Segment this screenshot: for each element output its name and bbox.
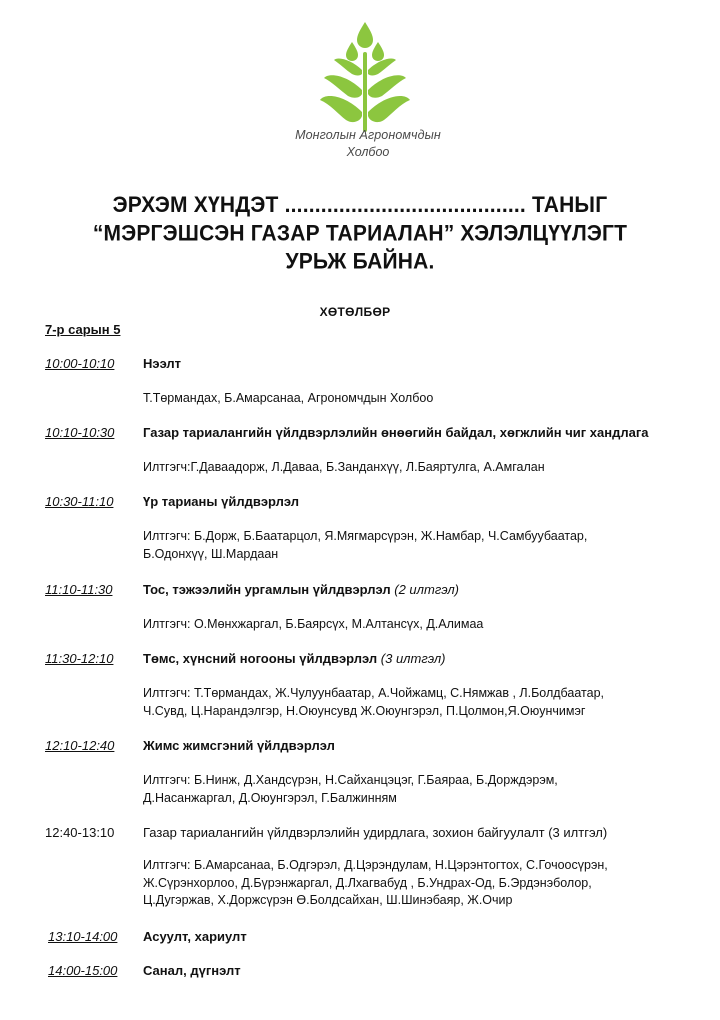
agenda-note: (2 илтгэл)	[394, 582, 460, 597]
agenda-time: 10:10-10:30	[45, 425, 115, 440]
agenda-time: 11:10-11:30	[45, 582, 113, 597]
agenda-speakers: Илтгэгч: Б.Амарсанаа, Б.Одгэрэл, Д.Цэрэндулам, Н.Цэрэнтогтох, С.Гочоосүрэн, Ж.Сүрэнхорлоо, Д.Бүрэнжаргал, Д.Лхагвабуд , Б.Ундрах-Од, Б.Эрдэнэболор, Ц.Дугэржав, Х.Доржсүрэн Ө.Болдсайхан, Ш.Шинэбаяр, Ж.Очир	[143, 858, 608, 907]
agenda-speakers: Илтгэгч: Б.Нинж, Д.Хандсүрэн, Н.Сайханцэцэг, Г.Баяраа, Б.Дорждэрэм, Д.Насанжаргал, Д.Оюунгэрэл, Г.Балжинням	[143, 773, 558, 805]
agenda-title: Асуулт, хариулт	[143, 929, 247, 944]
program-date: 7-р сарын 5	[45, 322, 121, 337]
agenda-title: Үр тарианы үйлдвэрлэл	[143, 494, 299, 509]
agenda-title: Газар тариалангийн үйлдвэрлэлийн өнөөгийн байдал, хөгжлийн чиг хандлага	[143, 425, 649, 440]
organization-name: Монголын Агрономчдын	[295, 128, 441, 142]
agenda-time: 13:10-14:00	[48, 929, 118, 944]
agenda-speakers: Илтгэгч:Г.Даваадорж, Л.Даваа, Б.Занданхүү, Л.Баяртулга, А.Амгалан	[143, 460, 545, 474]
agenda-speakers: Илтгэгч: О.Мөнхжаргал, Б.Баярсүх, М.Алтансүх, Д.Алимаа	[143, 617, 484, 631]
agenda-title: Тос, тэжээлийн ургамлын үйлдвэрлэл (2 илтгэл)	[143, 582, 460, 597]
headline-line-3: УРЬЖ БАЙНА.	[285, 249, 435, 274]
agenda-speakers: Т.Төрмандах, Б.Амарсанаа, Агрономчдын Холбоо	[143, 391, 434, 405]
agenda-speakers: Илтгэгч: Т.Төрмандах, Ж.Чулуунбаатар, А.Чойжамц, С.Нямжав , Л.Болдбаатар, Ч.Сувд, Ц.Нарандэлгэр, Н.Оюунсувд Ж.Оюунгэрэл, П.Цолмон,Я.Оюунчимэг	[143, 686, 605, 718]
agenda-time: 14:00-15:00	[48, 963, 118, 978]
program-title: ХӨТӨЛБӨР	[319, 305, 391, 319]
agenda-speakers: Илтгэгч: Б.Дорж, Б.Баатарцол, Я.Мягмарсүрэн, Ж.Намбар, Ч.Самбуубаатар, Б.Одонхүү, Ш.Мардаан	[143, 529, 588, 561]
invitation-headline	[60, 191, 660, 276]
agenda-note: (3 илтгэл)	[377, 651, 446, 666]
agenda-time: 12:10-12:40	[45, 738, 115, 753]
headline-line-2: “МЭРГЭШСЭН ГАЗАР ТАРИАЛАН” ХЭЛЭЛЦҮҮЛЭГТ	[92, 221, 628, 246]
agenda-title: Санал, дүгнэлт	[143, 963, 241, 978]
agenda-title: Жимс жимсгэний үйлдвэрлэл	[143, 738, 335, 753]
agenda-time: 12:40-13:10	[45, 825, 115, 840]
agenda-title: Төмс, хүнсний ногооны үйлдвэрлэл (3 илтгэл)	[143, 651, 446, 666]
agenda-time: 10:00-10:10	[45, 356, 115, 371]
agenda-title: Газар тариалангийн үйлдвэрлэлийн удирдлага, зохион байгуулалт (3 илтгэл)	[143, 825, 608, 840]
agenda-time: 11:30-12:10	[45, 651, 114, 666]
headline-line-1: ЭРХЭМ ХҮНДЭТ ........................................ ТАНЫГ	[112, 193, 608, 218]
agenda-time: 10:30-11:10	[45, 494, 114, 509]
agenda-title: Нээлт	[143, 356, 182, 371]
organization-name-line2: Холбоо	[346, 145, 390, 159]
